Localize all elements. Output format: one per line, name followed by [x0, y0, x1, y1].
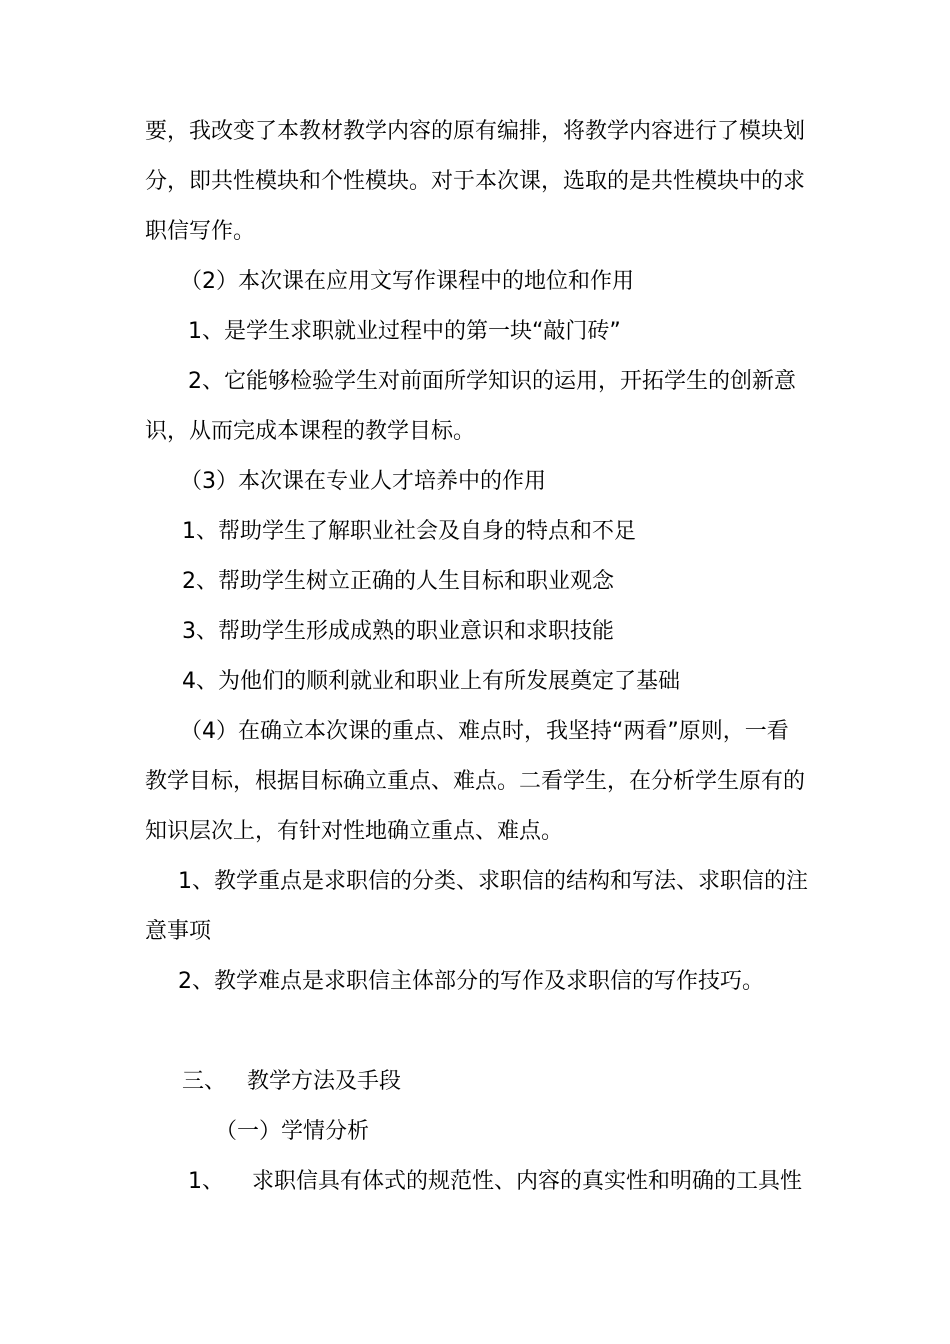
paragraph-line: 职信写作。	[145, 219, 256, 244]
list-item: 4、为他们的顺利就业和职业上有所发展奠定了基础	[182, 669, 680, 694]
paragraph-line: 知识层次上，有针对性地确立重点、难点。	[145, 819, 564, 844]
paragraph-line: （4）在确立本次课的重点、难点时，我坚持“两看”原则，一看	[180, 719, 789, 744]
list-item: 1、帮助学生了解职业社会及自身的特点和不足	[182, 519, 636, 544]
list-item: 3、帮助学生形成成熟的职业意识和求职技能	[182, 619, 614, 644]
list-item: 1、 求职信具有体式的规范性、内容的真实性和明确的工具性	[188, 1169, 802, 1194]
subheading: （2）本次课在应用文写作课程中的地位和作用	[180, 269, 634, 294]
paragraph-line: 要，我改变了本教材教学内容的原有编排，将教学内容进行了模块划	[145, 119, 806, 144]
subheading: （3）本次课在专业人才培养中的作用	[180, 469, 546, 494]
section-heading: 三、 教学方法及手段	[182, 1069, 401, 1094]
list-item: 1、是学生求职就业过程中的第一块“敲门砖”	[188, 319, 621, 344]
paragraph-line: 2、它能够检验学生对前面所学知识的运用，开拓学生的创新意	[188, 369, 796, 394]
paragraph-line: 识，从而完成本课程的教学目标。	[145, 419, 476, 444]
subheading: （一）学情分析	[215, 1119, 370, 1144]
paragraph-line: 1、教学重点是求职信的分类、求职信的结构和写法、求职信的注	[178, 869, 808, 894]
paragraph-line: 教学目标，根据目标确立重点、难点。二看学生，在分析学生原有的	[145, 769, 806, 794]
paragraph-line: 分，即共性模块和个性模块。对于本次课，选取的是共性模块中的求	[145, 169, 806, 194]
list-item: 2、帮助学生树立正确的人生目标和职业观念	[182, 569, 614, 594]
list-item: 2、教学难点是求职信主体部分的写作及求职信的写作技巧。	[178, 969, 764, 994]
paragraph-line: 意事项	[145, 919, 212, 944]
